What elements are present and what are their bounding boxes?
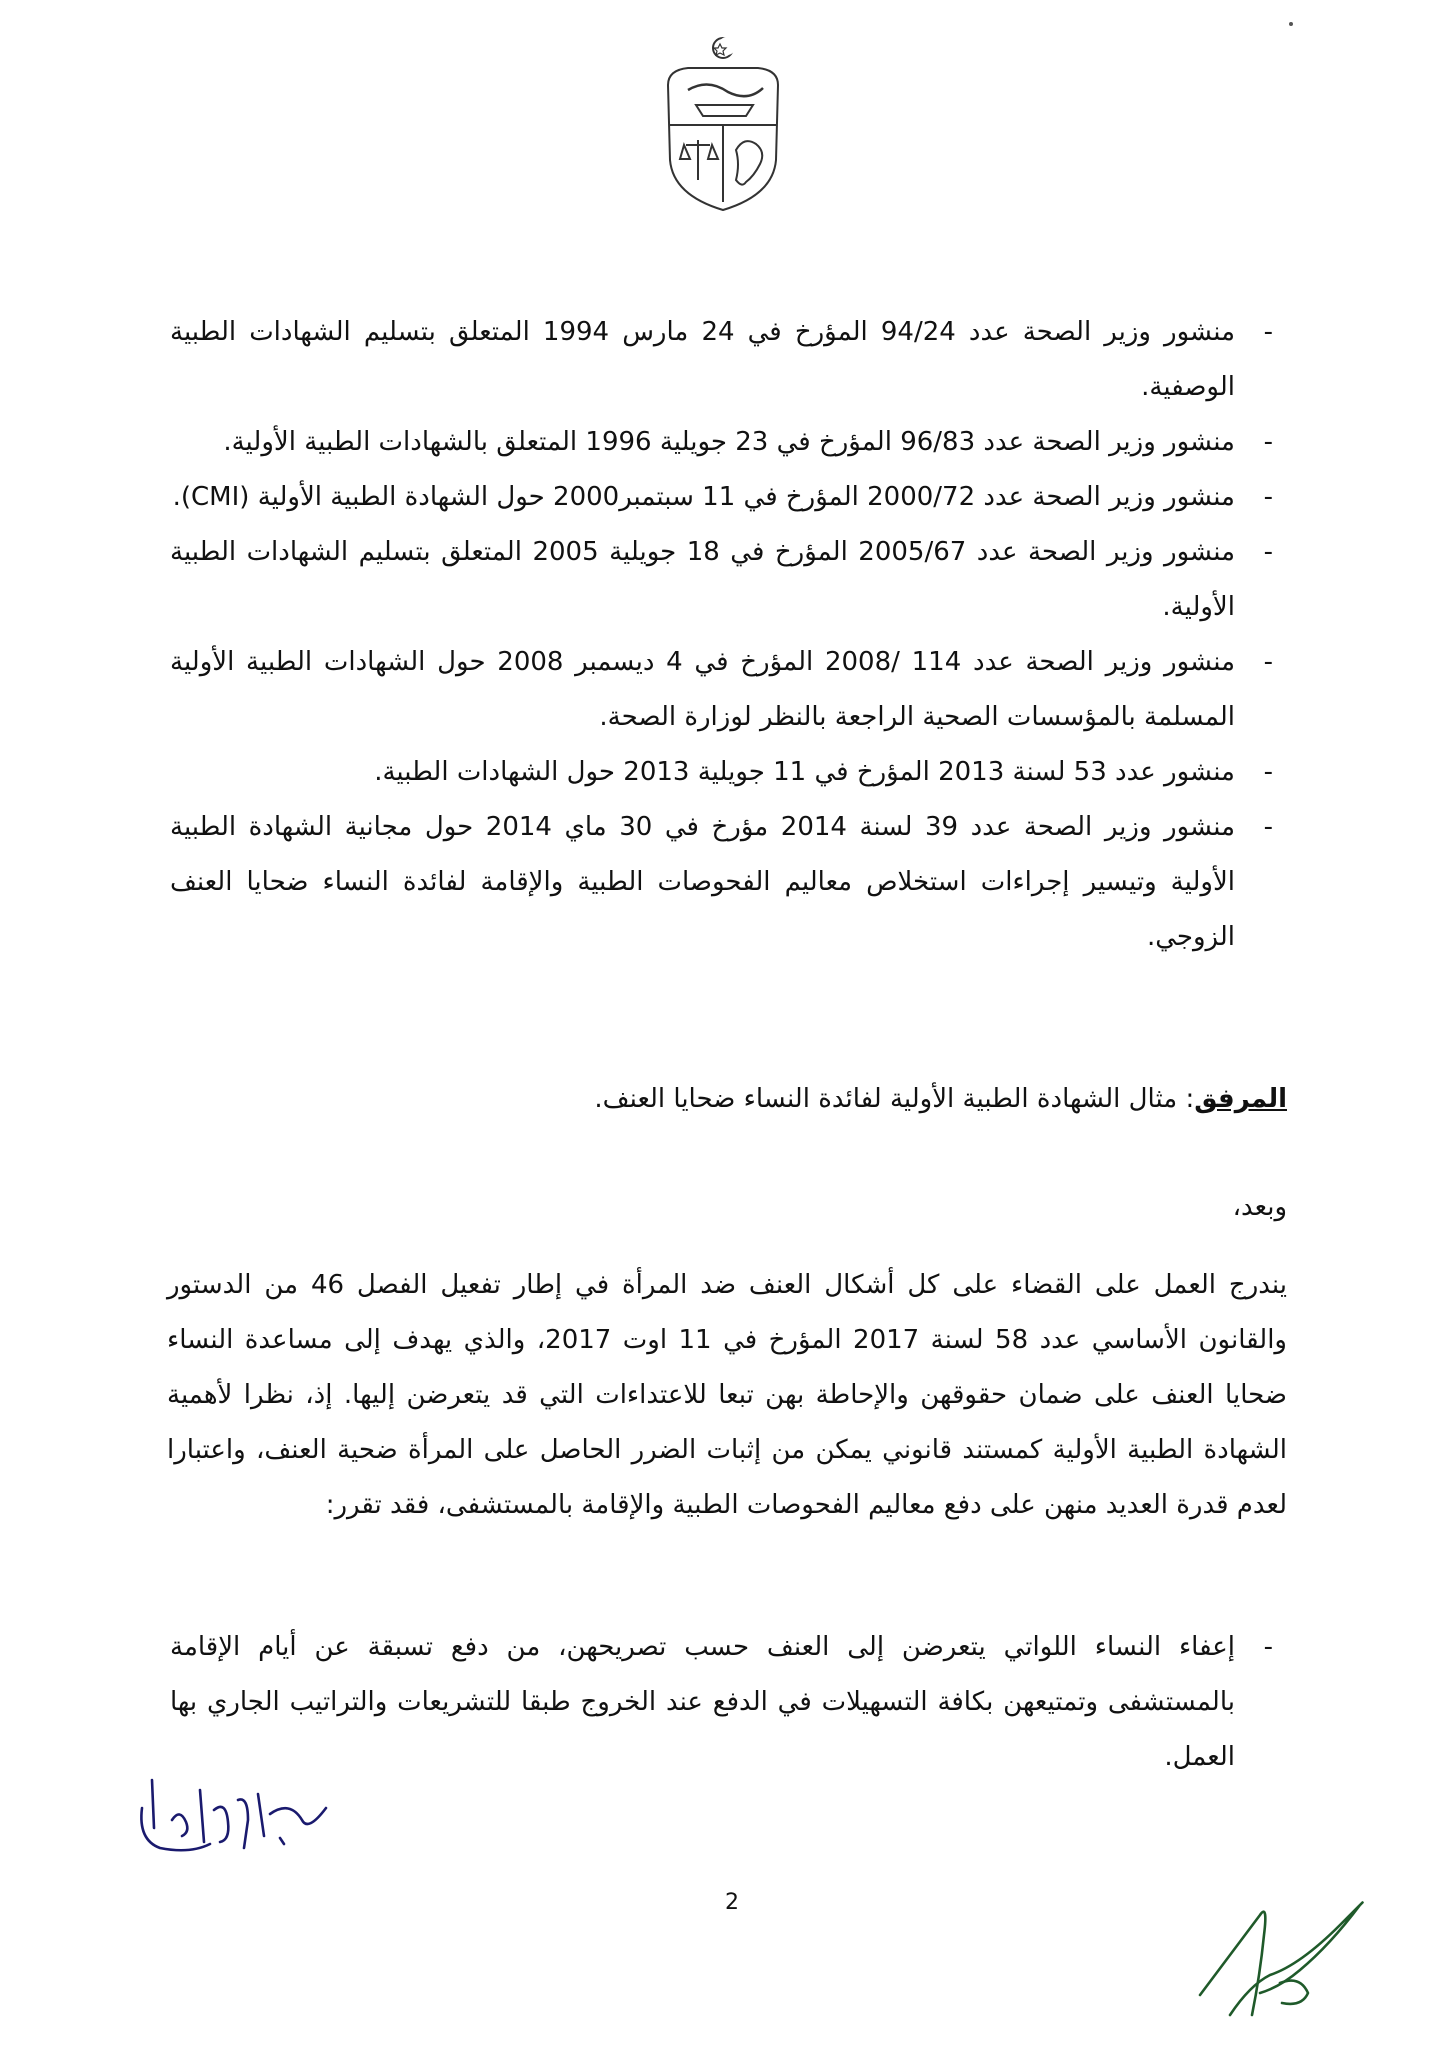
reference-item — [170, 635, 1273, 745]
reference-item — [170, 745, 1273, 800]
list-dash: - — [1263, 317, 1273, 347]
list-dash: - — [1263, 427, 1273, 457]
list-dash: - — [1263, 537, 1273, 567]
list-dash: - — [1263, 1632, 1273, 1662]
decisions-list — [170, 1620, 1273, 1785]
attachment-label: المرفق — [1194, 1084, 1287, 1114]
list-dash: - — [1263, 647, 1273, 677]
list-dash: - — [1263, 482, 1273, 512]
reference-text: منشور عدد 53 لسنة 2013 المؤرخ في 11 جويلية 2013 حول الشهادات الطبية. — [374, 757, 1235, 787]
reference-item — [170, 305, 1273, 415]
reference-text: منشور وزير الصحة عدد 94/24 المؤرخ في 24 مارس 1994 المتعلق بتسليم الشهادات الطبية الوصفية. — [170, 317, 1236, 402]
decision-item — [170, 1620, 1273, 1785]
list-dash: - — [1263, 757, 1273, 787]
scan-speck — [1289, 22, 1293, 26]
handwritten-signature-icon — [130, 1770, 350, 1880]
handwritten-initials-icon — [1190, 1875, 1390, 2025]
attachment-line — [167, 1077, 1287, 1121]
reference-text: منشور وزير الصحة عدد 2000/72 المؤرخ في 11 سبتمبر2000 حول الشهادة الطبية الأولية (CMI). — [172, 482, 1235, 512]
reference-item — [170, 525, 1273, 635]
page-number: 2 — [725, 1890, 739, 1915]
references-list — [170, 305, 1273, 965]
reference-item — [170, 415, 1273, 470]
tunisia-coat-of-arms-icon — [658, 30, 788, 215]
reference-text: منشور وزير الصحة عدد 96/83 المؤرخ في 23 جويلية 1996 المتعلق بالشهادات الطبية الأولية. — [223, 427, 1235, 457]
decision-text: إعفاء النساء اللواتي يتعرضن إلى العنف حسب تصريحهن، من دفع تسبقة عن أيام الإقامة بالمستشفى وتمتيعهن بكافة التسهيلات في الدفع عند الخروج طبقا للتشريعات والتراتيب الجاري بها العمل. — [170, 1632, 1235, 1772]
reference-text: منشور وزير الصحة عدد 39 لسنة 2014 مؤرخ في 30 ماي 2014 حول مجانية الشهادة الطبية الأولية وتيسير إجراءات استخلاص معاليم الفحوصات الطبية والإقامة لفائدة النساء ضحايا العنف الزوجي. — [170, 812, 1236, 952]
attachment-text: : مثال الشهادة الطبية الأولية لفائدة النساء ضحايا العنف. — [594, 1084, 1195, 1114]
list-dash: - — [1263, 812, 1273, 842]
body-paragraph: يندرج العمل على القضاء على كل أشكال العنف ضد المرأة في إطار تفعيل الفصل 46 من الدستور والقانون الأساسي عدد 58 لسنة 2017 المؤرخ في 11 اوت 2017، والذي يهدف إلى مساعدة النساء ضحايا العنف على ضمان حقوقهن والإحاطة بهن تبعا للاعتداءات التي قد يتعرضن إليها. إذ، نظرا لأهمية الشهادة الطبية الأولية كمستند قانوني يمكن من إثبات الضرر الحاصل على المرأة ضحية العنف، واعتبارا لعدم قدرة العديد منهن على دفع معاليم الفحوصات الطبية والإقامة بالمستشفى، فقد تقرر: — [167, 1270, 1287, 1520]
reference-item — [170, 470, 1273, 525]
salutation: وبعد، — [1232, 1192, 1287, 1222]
reference-text: منشور وزير الصحة عدد 114 /2008 المؤرخ في 4 ديسمبر 2008 حول الشهادات الطبية الأولية المسلمة بالمؤسسات الصحية الراجعة بالنظر لوزارة الصحة. — [170, 647, 1235, 732]
reference-item — [170, 800, 1273, 965]
reference-text: منشور وزير الصحة عدد 2005/67 المؤرخ في 18 جويلية 2005 المتعلق بتسليم الشهادات الطبية الأولية. — [170, 537, 1236, 622]
